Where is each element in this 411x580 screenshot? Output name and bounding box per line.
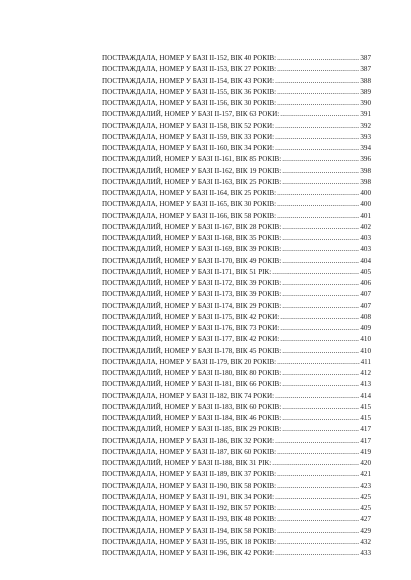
dot-leader xyxy=(272,458,359,469)
toc-entry[interactable] xyxy=(102,188,371,199)
toc-entry-page-number: 407 xyxy=(360,301,371,310)
toc-entry-page-number: 411 xyxy=(360,357,371,366)
toc-entry-page-number: 394 xyxy=(360,144,371,152)
toc-entry-label: ПОСТРАЖДАЛА, НОМЕР У БАЗІ ІІ-166, ВІК 58 РОКІВ: xyxy=(102,211,277,220)
toc-entry-label: ПОСТРАЖДАЛА, НОМЕР У БАЗІ ІІ-179, ВІК 20 РОКІВ: xyxy=(102,357,277,366)
dot-leader xyxy=(280,109,359,120)
toc-entry-page-number: 427 xyxy=(360,515,371,524)
dot-leader xyxy=(277,537,359,548)
toc-entry[interactable] xyxy=(102,98,371,109)
toc-entry-page-number: 425 xyxy=(360,492,371,501)
dot-leader xyxy=(277,211,359,222)
toc-entry[interactable] xyxy=(102,177,371,188)
toc-entry[interactable] xyxy=(102,402,371,413)
toc-entry-label: ПОСТРАЖДАЛИЙ, НОМЕР У БАЗІ ІІ-175, ВІК 42 РОКИ: xyxy=(102,312,280,321)
toc-entry[interactable] xyxy=(102,121,371,132)
toc-entry-page-number: 420 xyxy=(360,459,371,467)
dot-leader xyxy=(282,424,359,435)
toc-entry-label: ПОСТРАЖДАЛИЙ, НОМЕР У БАЗІ ІІ-184, ВІК 46 РОКІВ: xyxy=(102,414,282,422)
toc-entry-label: ПОСТРАЖДАЛА, НОМЕР У БАЗІ ІІ-153, ВІК 27 РОКІВ: xyxy=(102,65,277,74)
dot-leader xyxy=(282,278,359,289)
dot-leader xyxy=(277,357,360,368)
toc-entry-page-number: 392 xyxy=(360,121,371,130)
toc-entry-label: ПОСТРАЖДАЛИЙ, НОМЕР У БАЗІ ІІ-157, ВІК 63 РОКИ: xyxy=(102,110,280,119)
toc-entry-page-number: 402 xyxy=(360,222,371,231)
toc-entry-label: ПОСТРАЖДАЛИЙ, НОМЕР У БАЗІ ІІ-177, ВІК 42 РОКИ: xyxy=(102,335,280,344)
toc-entry-label: ПОСТРАЖДАЛИЙ, НОМЕР У БАЗІ ІІ-176, ВІК 73 РОКИ: xyxy=(102,324,280,332)
toc-entry-page-number: 396 xyxy=(360,155,371,164)
dot-leader xyxy=(282,256,359,267)
dot-leader xyxy=(275,548,359,559)
toc-entry-label: ПОСТРАЖДАЛА, НОМЕР У БАЗІ ІІ-187, ВІК 60 РОКІВ: xyxy=(102,447,277,456)
toc-entry-page-number: 432 xyxy=(360,537,371,546)
toc-entry-label: ПОСТРАЖДАЛИЙ, НОМЕР У БАЗІ ІІ-171, ВІК 51 РІК: xyxy=(102,267,272,276)
dot-leader xyxy=(277,53,359,64)
toc-entry-label: ПОСТРАЖДАЛА, НОМЕР У БАЗІ ІІ-154, ВІК 43 РОКИ: xyxy=(102,76,275,85)
toc-entry[interactable] xyxy=(102,244,371,255)
toc-entry-page-number: 410 xyxy=(360,346,371,355)
dot-leader xyxy=(277,503,359,514)
toc-entry-label: ПОСТРАЖДАЛА, НОМЕР У БАЗІ ІІ-191, ВІК 34 РОКИ: xyxy=(102,492,275,501)
dot-leader xyxy=(277,526,359,537)
toc-entry-page-number: 393 xyxy=(360,132,371,141)
toc-entry[interactable] xyxy=(102,211,371,222)
toc-entry[interactable] xyxy=(102,548,371,559)
toc-entry-page-number: 412 xyxy=(360,369,371,377)
toc-entry[interactable] xyxy=(102,334,371,345)
toc-entry-label: ПОСТРАЖДАЛА, НОМЕР У БАЗІ ІІ-160, ВІК 34 РОКИ: xyxy=(102,144,275,152)
toc-entry[interactable] xyxy=(102,132,371,143)
table-of-contents xyxy=(102,53,371,559)
dot-leader xyxy=(282,222,359,233)
toc-entry[interactable] xyxy=(102,424,371,435)
toc-entry-label: ПОСТРАЖДАЛА, НОМЕР У БАЗІ ІІ-182, ВІК 74 РОКИ: xyxy=(102,391,275,400)
toc-entry-label: ПОСТРАЖДАЛИЙ, НОМЕР У БАЗІ ІІ-178, ВІК 45 РОКІВ: xyxy=(102,346,282,355)
toc-entry-label: ПОСТРАЖДАЛИЙ, НОМЕР У БАЗІ ІІ-161, ВІК 85 РОКІВ: xyxy=(102,155,282,164)
toc-entry[interactable] xyxy=(102,391,371,402)
toc-entry[interactable] xyxy=(102,87,371,98)
toc-entry[interactable] xyxy=(102,481,371,492)
toc-entry-label: ПОСТРАЖДАЛИЙ, НОМЕР У БАЗІ ІІ-188, ВІК 31 РІК: xyxy=(102,459,272,467)
toc-entry[interactable] xyxy=(102,289,371,300)
toc-entry-label: ПОСТРАЖДАЛИЙ, НОМЕР У БАЗІ ІІ-181, ВІК 66 РОКІВ: xyxy=(102,380,282,389)
toc-entry-page-number: 417 xyxy=(360,425,371,434)
toc-entry-label: ПОСТРАЖДАЛА, НОМЕР У БАЗІ ІІ-159, ВІК 33 РОКИ: xyxy=(102,132,275,141)
dot-leader xyxy=(282,402,359,413)
toc-entry[interactable] xyxy=(102,436,371,447)
toc-entry-page-number: 425 xyxy=(360,504,371,512)
toc-entry[interactable] xyxy=(102,447,371,458)
toc-entry-label: ПОСТРАЖДАЛИЙ, НОМЕР У БАЗІ ІІ-163, ВІК 25 РОКІВ: xyxy=(102,177,282,186)
toc-entry-page-number: 414 xyxy=(360,391,371,400)
dot-leader xyxy=(280,323,359,334)
dot-leader xyxy=(282,413,359,424)
toc-entry[interactable] xyxy=(102,301,371,312)
dot-leader xyxy=(282,177,359,188)
dot-leader xyxy=(282,301,359,312)
dot-leader xyxy=(275,143,359,154)
toc-entry[interactable] xyxy=(102,76,371,87)
toc-entry-label: ПОСТРАЖДАЛА, НОМЕР У БАЗІ ІІ-189, ВІК 37 РОКІВ: xyxy=(102,470,277,479)
toc-entry-page-number: 417 xyxy=(360,436,371,445)
toc-entry-label: ПОСТРАЖДАЛИЙ, НОМЕР У БАЗІ ІІ-185, ВІК 29 РОКІВ: xyxy=(102,425,282,434)
toc-entry[interactable] xyxy=(102,492,371,503)
toc-entry-page-number: 400 xyxy=(360,189,371,197)
toc-entry[interactable] xyxy=(102,458,371,469)
toc-entry-page-number: 398 xyxy=(360,177,371,186)
toc-entry[interactable] xyxy=(102,526,371,537)
toc-entry-page-number: 407 xyxy=(360,290,371,299)
toc-entry[interactable] xyxy=(102,199,371,210)
toc-entry-page-number: 387 xyxy=(360,54,371,62)
toc-entry-label: ПОСТРАЖДАЛА, НОМЕР У БАЗІ ІІ-195, ВІК 18 РОКІВ: xyxy=(102,537,277,546)
dot-leader xyxy=(275,436,359,447)
toc-entry-label: ПОСТРАЖДАЛА, НОМЕР У БАЗІ ІІ-152, ВІК 40 РОКІВ: xyxy=(102,54,277,62)
dot-leader xyxy=(282,379,359,390)
toc-entry-page-number: 429 xyxy=(360,526,371,535)
toc-entry-page-number: 400 xyxy=(360,200,371,209)
toc-entry-label: ПОСТРАЖДАЛА, НОМЕР У БАЗІ ІІ-193, ВІК 48 РОКІВ: xyxy=(102,515,277,524)
toc-entry[interactable] xyxy=(102,514,371,525)
toc-entry-page-number: 423 xyxy=(360,481,371,490)
dot-leader xyxy=(282,368,359,379)
toc-entry[interactable] xyxy=(102,166,371,177)
dot-leader xyxy=(275,121,359,132)
toc-entry-page-number: 413 xyxy=(360,380,371,389)
toc-entry[interactable] xyxy=(102,379,371,390)
toc-entry-label: ПОСТРАЖДАЛИЙ, НОМЕР У БАЗІ ІІ-170, ВІК 49 РОКІВ: xyxy=(102,256,282,265)
toc-entry[interactable] xyxy=(102,537,371,548)
toc-entry[interactable] xyxy=(102,503,371,514)
toc-entry-page-number: 410 xyxy=(360,335,371,344)
toc-entry[interactable] xyxy=(102,278,371,289)
toc-entry-page-number: 403 xyxy=(360,234,371,242)
toc-entry-label: ПОСТРАЖДАЛИЙ, НОМЕР У БАЗІ ІІ-168, ВІК 35 РОКІВ: xyxy=(102,234,282,242)
toc-entry-label: ПОСТРАЖДАЛА, НОМЕР У БАЗІ ІІ-190, ВІК 58 РОКІВ: xyxy=(102,481,277,490)
toc-entry-label: ПОСТРАЖДАЛИЙ, НОМЕР У БАЗІ ІІ-180, ВІК 80 РОКІВ: xyxy=(102,369,282,377)
toc-entry[interactable] xyxy=(102,346,371,357)
toc-entry-page-number: 406 xyxy=(360,279,371,287)
toc-entry[interactable] xyxy=(102,469,371,480)
toc-entry[interactable] xyxy=(102,109,371,120)
toc-entry[interactable] xyxy=(102,267,371,278)
toc-entry-label: ПОСТРАЖДАЛА, НОМЕР У БАЗІ ІІ-194, ВІК 58 РОКІВ: xyxy=(102,526,277,535)
dot-leader xyxy=(277,98,359,109)
toc-entry-page-number: 398 xyxy=(360,166,371,175)
toc-entry-label: ПОСТРАЖДАЛИЙ, НОМЕР У БАЗІ ІІ-174, ВІК 29 РОКІВ: xyxy=(102,301,282,310)
toc-entry-page-number: 387 xyxy=(360,65,371,74)
toc-entry-page-number: 421 xyxy=(360,470,371,479)
toc-entry-page-number: 401 xyxy=(360,211,371,220)
toc-entry[interactable] xyxy=(102,143,371,154)
dot-leader xyxy=(275,76,359,87)
toc-entry-label: ПОСТРАЖДАЛА, НОМЕР У БАЗІ ІІ-192, ВІК 57 РОКІВ: xyxy=(102,504,277,512)
toc-entry-label: ПОСТРАЖДАЛА, НОМЕР У БАЗІ ІІ-156, ВІК 30 РОКІВ: xyxy=(102,99,277,107)
toc-entry[interactable] xyxy=(102,233,371,244)
dot-leader xyxy=(277,87,359,98)
toc-entry[interactable] xyxy=(102,323,371,334)
dot-leader xyxy=(277,481,359,492)
dot-leader xyxy=(275,492,359,503)
dot-leader xyxy=(275,391,359,402)
toc-entry-label: ПОСТРАЖДАЛА, НОМЕР У БАЗІ ІІ-186, ВІК 32 РОКИ: xyxy=(102,436,275,445)
toc-entry-page-number: 388 xyxy=(360,76,371,85)
dot-leader xyxy=(282,166,359,177)
dot-leader xyxy=(277,188,359,199)
dot-leader xyxy=(280,334,359,345)
toc-entry-label: ПОСТРАЖДАЛА, НОМЕР У БАЗІ ІІ-165, ВІК 30 РОКІВ: xyxy=(102,200,277,209)
toc-entry-page-number: 415 xyxy=(360,414,371,422)
toc-entry-label: ПОСТРАЖДАЛИЙ, НОМЕР У БАЗІ ІІ-167, ВІК 28 РОКІВ: xyxy=(102,222,282,231)
toc-entry[interactable] xyxy=(102,64,371,75)
toc-entry-page-number: 419 xyxy=(360,447,371,456)
toc-entry-page-number: 433 xyxy=(360,549,371,557)
dot-leader xyxy=(277,199,359,210)
toc-entry-page-number: 409 xyxy=(360,324,371,332)
toc-entry-label: ПОСТРАЖДАЛИЙ, НОМЕР У БАЗІ ІІ-172, ВІК 39 РОКІВ: xyxy=(102,279,282,287)
dot-leader xyxy=(280,312,359,323)
toc-entry-label: ПОСТРАЖДАЛА, НОМЕР У БАЗІ ІІ-155, ВІК 36 РОКІВ: xyxy=(102,87,277,96)
toc-entry[interactable] xyxy=(102,357,371,368)
dot-leader xyxy=(282,244,359,255)
toc-entry[interactable] xyxy=(102,222,371,233)
toc-entry-label: ПОСТРАЖДАЛИЙ, НОМЕР У БАЗІ ІІ-169, ВІК 39 РОКІВ: xyxy=(102,245,282,254)
toc-entry-page-number: 389 xyxy=(360,87,371,96)
dot-leader xyxy=(277,64,359,75)
dot-leader xyxy=(282,289,359,300)
toc-entry[interactable] xyxy=(102,413,371,424)
toc-entry-label: ПОСТРАЖДАЛА, НОМЕР У БАЗІ ІІ-196, ВІК 42 РОКИ: xyxy=(102,549,275,557)
toc-entry-page-number: 390 xyxy=(360,99,371,107)
toc-entry-label: ПОСТРАЖДАЛА, НОМЕР У БАЗІ ІІ-158, ВІК 52 РОКИ: xyxy=(102,121,275,130)
toc-entry[interactable] xyxy=(102,256,371,267)
toc-entry-label: ПОСТРАЖДАЛИЙ, НОМЕР У БАЗІ ІІ-173, ВІК 39 РОКІВ: xyxy=(102,290,282,299)
dot-leader xyxy=(282,233,359,244)
dot-leader xyxy=(275,132,359,143)
toc-entry-label: ПОСТРАЖДАЛИЙ, НОМЕР У БАЗІ ІІ-183, ВІК 60 РОКІВ: xyxy=(102,402,282,411)
dot-leader xyxy=(277,514,359,525)
dot-leader xyxy=(277,469,359,480)
toc-entry-page-number: 415 xyxy=(360,402,371,411)
dot-leader xyxy=(282,154,359,165)
dot-leader xyxy=(277,447,359,458)
dot-leader xyxy=(272,267,359,278)
toc-entry[interactable] xyxy=(102,368,371,379)
toc-entry-label: ПОСТРАЖДАЛА, НОМЕР У БАЗІ ІІ-164, ВІК 25 РОКІВ: xyxy=(102,189,277,197)
toc-entry-page-number: 403 xyxy=(360,245,371,254)
toc-entry[interactable] xyxy=(102,154,371,165)
toc-entry[interactable] xyxy=(102,53,371,64)
toc-entry-page-number: 391 xyxy=(360,110,371,119)
toc-entry-page-number: 404 xyxy=(360,256,371,265)
toc-entry-label: ПОСТРАЖДАЛИЙ, НОМЕР У БАЗІ ІІ-162, ВІК 19 РОКІВ: xyxy=(102,166,282,175)
dot-leader xyxy=(282,346,359,357)
toc-entry[interactable] xyxy=(102,312,371,323)
toc-entry-page-number: 405 xyxy=(360,267,371,276)
toc-entry-page-number: 408 xyxy=(360,312,371,321)
